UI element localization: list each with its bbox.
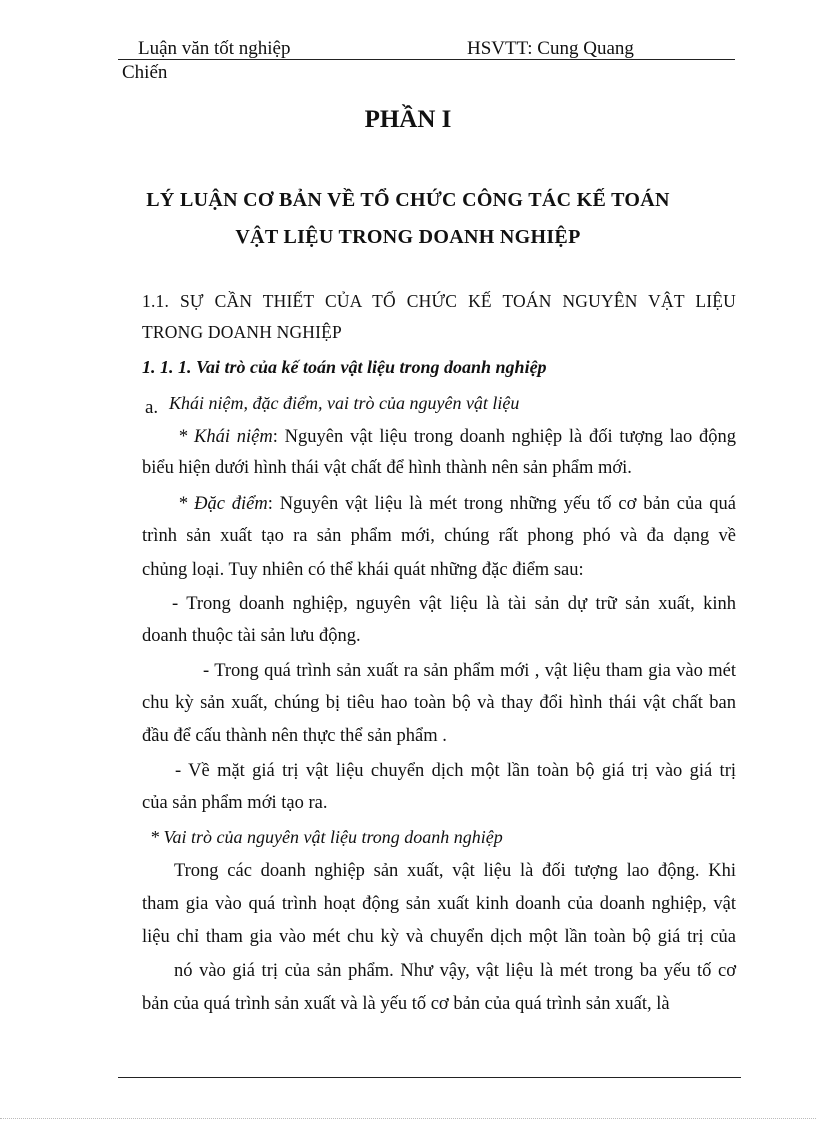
bullet3-line1: - Về mặt giá trị vật liệu chuyển dịch một lần toàn bộ giá trị vào giá trị — [175, 761, 736, 781]
header-right: HSVTT: Cung Quang — [467, 38, 634, 59]
chapter-title-line2: VẬT LIỆU TRONG DOANH NGHIỆP — [235, 226, 581, 248]
bullet2-line2: chu kỳ sản xuất, chúng bị tiêu hao toàn bộ và thay đổi hình thái vật chất ban — [142, 693, 736, 713]
concept-label: * Khái niệm — [178, 427, 273, 447]
item-a-text: Khái niệm, đặc điểm, vai trò của nguyên vật liệu — [169, 393, 520, 413]
role-heading: * Vai trò của nguyên vật liệu trong doanh nghiệp — [150, 827, 503, 847]
role-line5: bản của quá trình sản xuất và là yếu tố cơ bản của quá trình sản xuất, là — [142, 994, 670, 1014]
section-heading-line1: 1.1. SỰ CẦN THIẾT CỦA TỔ CHỨC KẾ TOÁN NGUYÊN VẬT LIỆU — [142, 291, 736, 311]
features-line1 — [178, 494, 736, 515]
role-line4: nó vào giá trị của sản phẩm. Như vậy, vật liệu là mét trong ba yếu tố cơ — [174, 961, 736, 981]
header-left: Luận văn tốt nghiệp — [138, 38, 291, 59]
header-rule — [118, 59, 735, 60]
bullet1-line2: doanh thuộc tài sản lưu động. — [142, 626, 361, 646]
bullet2-line1: - Trong quá trình sản xuất ra sản phẩm mới , vật liệu tham gia vào mét — [203, 661, 736, 681]
concept-line1 — [178, 427, 736, 448]
section-heading-line2: TRONG DOANH NGHIỆP — [142, 322, 342, 342]
features-line3: chủng loại. Tuy nhiên có thể khái quát những đặc điểm sau: — [142, 560, 584, 580]
bullet1-line1: - Trong doanh nghiệp, nguyên vật liệu là tài sản dự trữ sản xuất, kinh — [172, 594, 736, 614]
subsection-heading: 1. 1. 1. Vai trò của kế toán vật liệu trong doanh nghiệp — [142, 357, 547, 377]
role-line1: Trong các doanh nghiệp sản xuất, vật liệu là đối tượng lao động. Khi — [174, 861, 736, 881]
concept-line2: biểu hiện dưới hình thái vật chất để hình thành nên sản phẩm mới. — [142, 458, 632, 478]
features-line2: trình sản xuất tạo ra sản phẩm mới, chúng rất phong phó và đa dạng về — [142, 526, 736, 546]
header-continuation: Chiến — [122, 62, 168, 83]
role-line2: tham gia vào quá trình hoạt động sản xuất kinh doanh của doanh nghiệp, vật — [142, 894, 736, 914]
bullet3-line2: của sản phẩm mới tạo ra. — [142, 793, 328, 813]
bullet2-line3: đầu để cấu thành nên thực thể sản phẩm . — [142, 726, 447, 746]
concept-text: : Nguyên vật liệu trong doanh nghiệp là đối tượng lao động — [272, 427, 736, 447]
features-label: * Đặc điểm — [178, 494, 268, 514]
features-text: : Nguyên vật liệu là mét trong những yếu tố cơ bản của quá — [267, 494, 736, 514]
role-line3: liệu chỉ tham gia vào mét chu kỳ và chuyển dịch một lần toàn bộ giá trị của — [142, 927, 736, 947]
chapter-title-line1: LÝ LUẬN CƠ BẢN VỀ TỔ CHỨC CÔNG TÁC KẾ TOÁN — [146, 189, 670, 211]
footer-rule — [118, 1077, 741, 1078]
item-a-marker: a. — [145, 397, 159, 418]
page-edge — [0, 1118, 816, 1119]
part-title: PHẦN I — [364, 106, 452, 133]
